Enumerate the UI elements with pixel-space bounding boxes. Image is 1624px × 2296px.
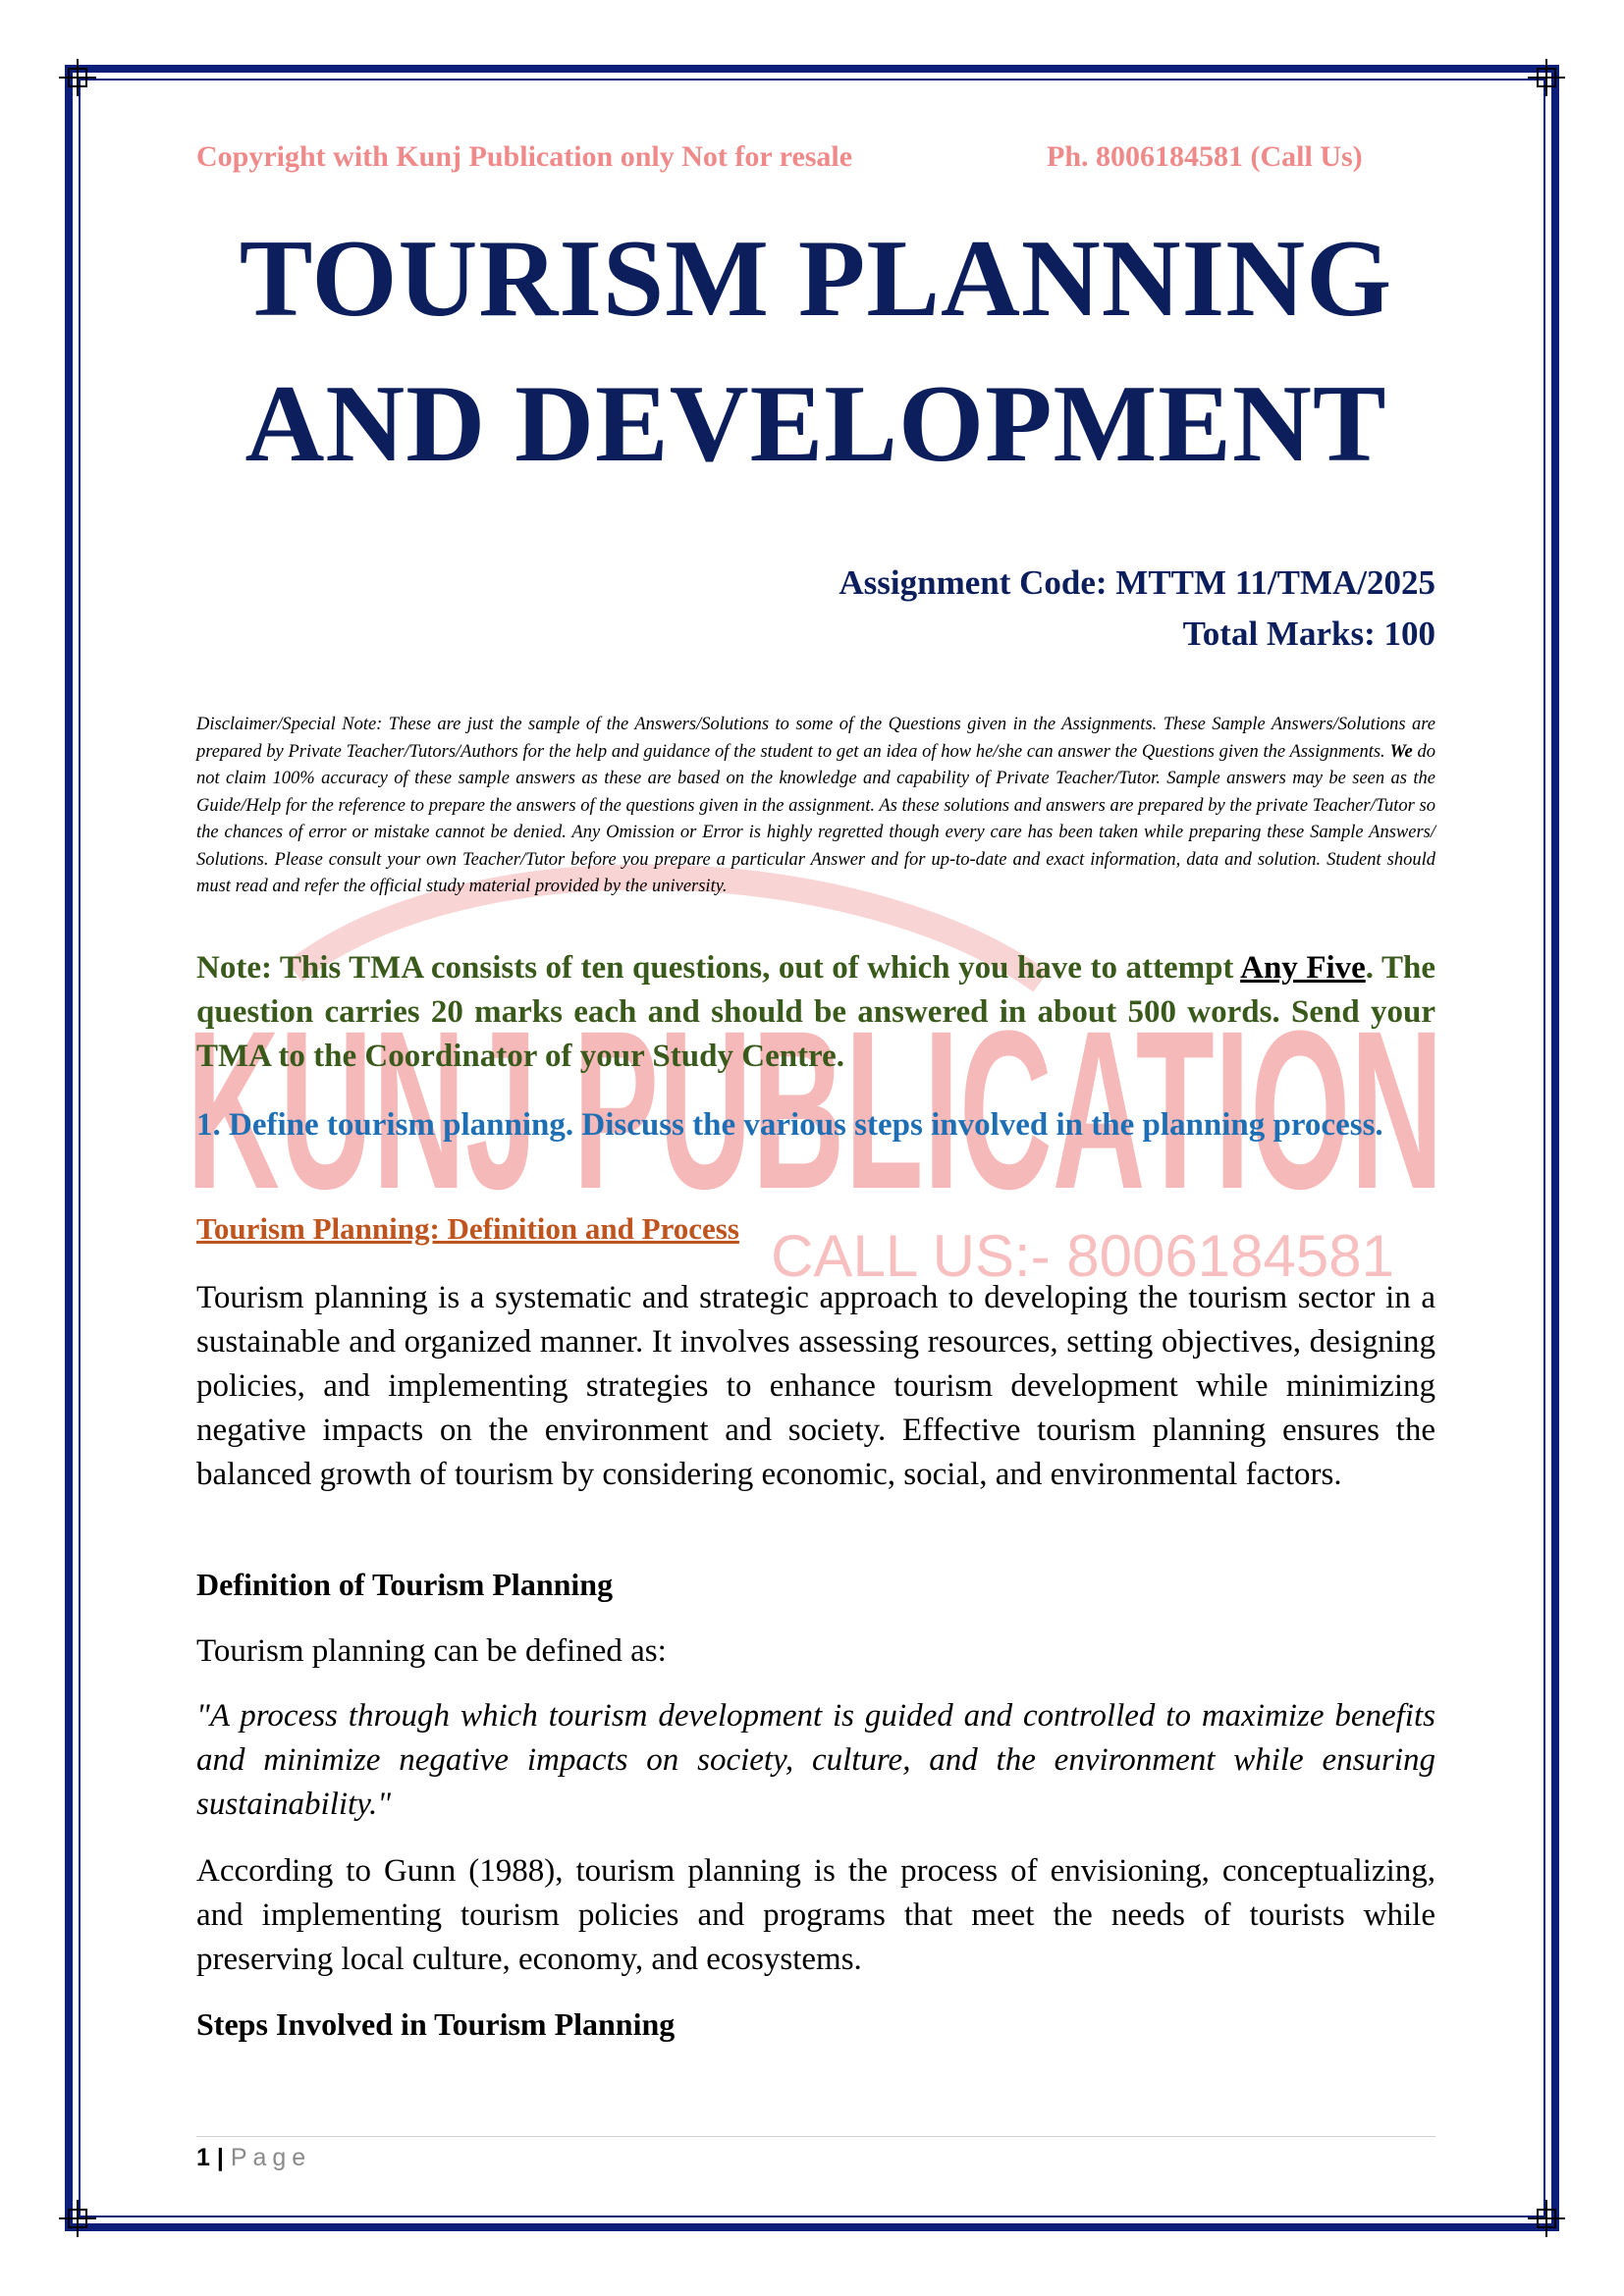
corner-ornament-bottom-left (59, 2200, 96, 2237)
disclaimer-we: We (1389, 741, 1413, 762)
assignment-info (196, 558, 1435, 660)
disclaimer-text-2: do not claim 100% accuracy of these sample answers as these are based on the knowledge and capability of Private Teacher/Tutor. Sample answers may be seen as the Guide/Help for the reference to prepare the answers of the questions given in the assignment. As these solutions and answers are prepared by the private Teacher/Tutor so the chances of error or mistake cannot be denied. Any Omission or Error is highly regretted though every care has been taken while preparing these Sample Answers/ Solutions. Please consult your own Teacher/Tutor before you prepare a particular Answer and for up-to-date and exact information, data and solution. Student should must read and refer the official study material provided by the university. (196, 741, 1435, 896)
section-heading: Tourism Planning: Definition and Process (196, 1211, 739, 1246)
definition-quote: "A process through which tourism development is guided and controlled to maximize benefits and minimize negative impacts on society, culture, and the environment while ensuring sustainability." (196, 1698, 1435, 1822)
note-text-1: Note: This TMA consists of ten questions, out of which you have to attempt (196, 950, 1234, 986)
steps-heading: Steps Involved in Tourism Planning (196, 2006, 676, 2042)
assignment-code: Assignment Code: MTTM 11/TMA/2025 (839, 563, 1435, 602)
gunn-paragraph: According to Gunn (1988), tourism planning is the process of envisioning, conceptualizing, and implementing tourism policies and programs that meet the needs of tourists while preserving local culture, economy, and ecosystems. (196, 1853, 1435, 1977)
watermark-phone: CALL US:- 8006184581 (771, 1223, 1394, 1289)
question-1: 1. Define tourism planning. Discuss the various steps involved in the planning process. (196, 1107, 1383, 1143)
page-number: 1 (196, 2144, 210, 2171)
note-emphasis: Any Five (1240, 950, 1366, 986)
watermark-title: KUNJ PUBLICATION (187, 984, 1443, 1236)
total-marks: Total Marks: 100 (1182, 614, 1435, 653)
title-line-1: TOURISM PLANNING (239, 218, 1393, 340)
assignment-note (196, 946, 1435, 1079)
footer-separator: | (216, 2144, 224, 2171)
publisher-phone: Ph. 8006184581 (Call Us) (1047, 140, 1363, 173)
disclaimer (196, 712, 1435, 901)
footer-divider (196, 2136, 1435, 2137)
document-title (196, 206, 1435, 497)
note-text-2: . The question carries 20 marks each and should be answered in about 500 words. Send your TMA to the Coordinator of your Study Centre. (196, 950, 1435, 1074)
disclaimer-text-1: Disclaimer/Special Note: These are just the sample of the Answers/Solutions to some of the Questions given in the Assignments. These Sample Answers/Solutions are prepared by Private Teacher/Tutors/Authors for the help and guidance of the student to get an idea of how he/she can answer the Questions given the Assignments. (196, 715, 1435, 762)
page-footer (196, 2144, 311, 2172)
publisher-watermark (177, 864, 1453, 1315)
corner-ornament-top-left (59, 59, 96, 96)
copyright-line (196, 140, 1435, 174)
title-line-2: AND DEVELOPMENT (244, 363, 1387, 485)
corner-ornament-bottom-right (1528, 2200, 1565, 2237)
definition-heading: Definition of Tourism Planning (196, 1567, 614, 1602)
intro-paragraph: Tourism planning is a systematic and strategic approach to developing the tourism sector in a sustainable and organized manner. It involves assessing resources, setting objectives, designing policies, and implementing strategies to enhance tourism development while minimizing negative impacts on the environment and society. Effective tourism planning ensures the balanced growth of tourism by considering economic, social, and environmental factors. (196, 1280, 1435, 1492)
page-label: Page (230, 2144, 312, 2171)
copyright-text: Copyright with Kunj Publication only Not for resale (196, 140, 853, 173)
corner-ornament-top-right (1528, 59, 1565, 96)
defined-as-paragraph: Tourism planning can be defined as: (196, 1633, 667, 1669)
